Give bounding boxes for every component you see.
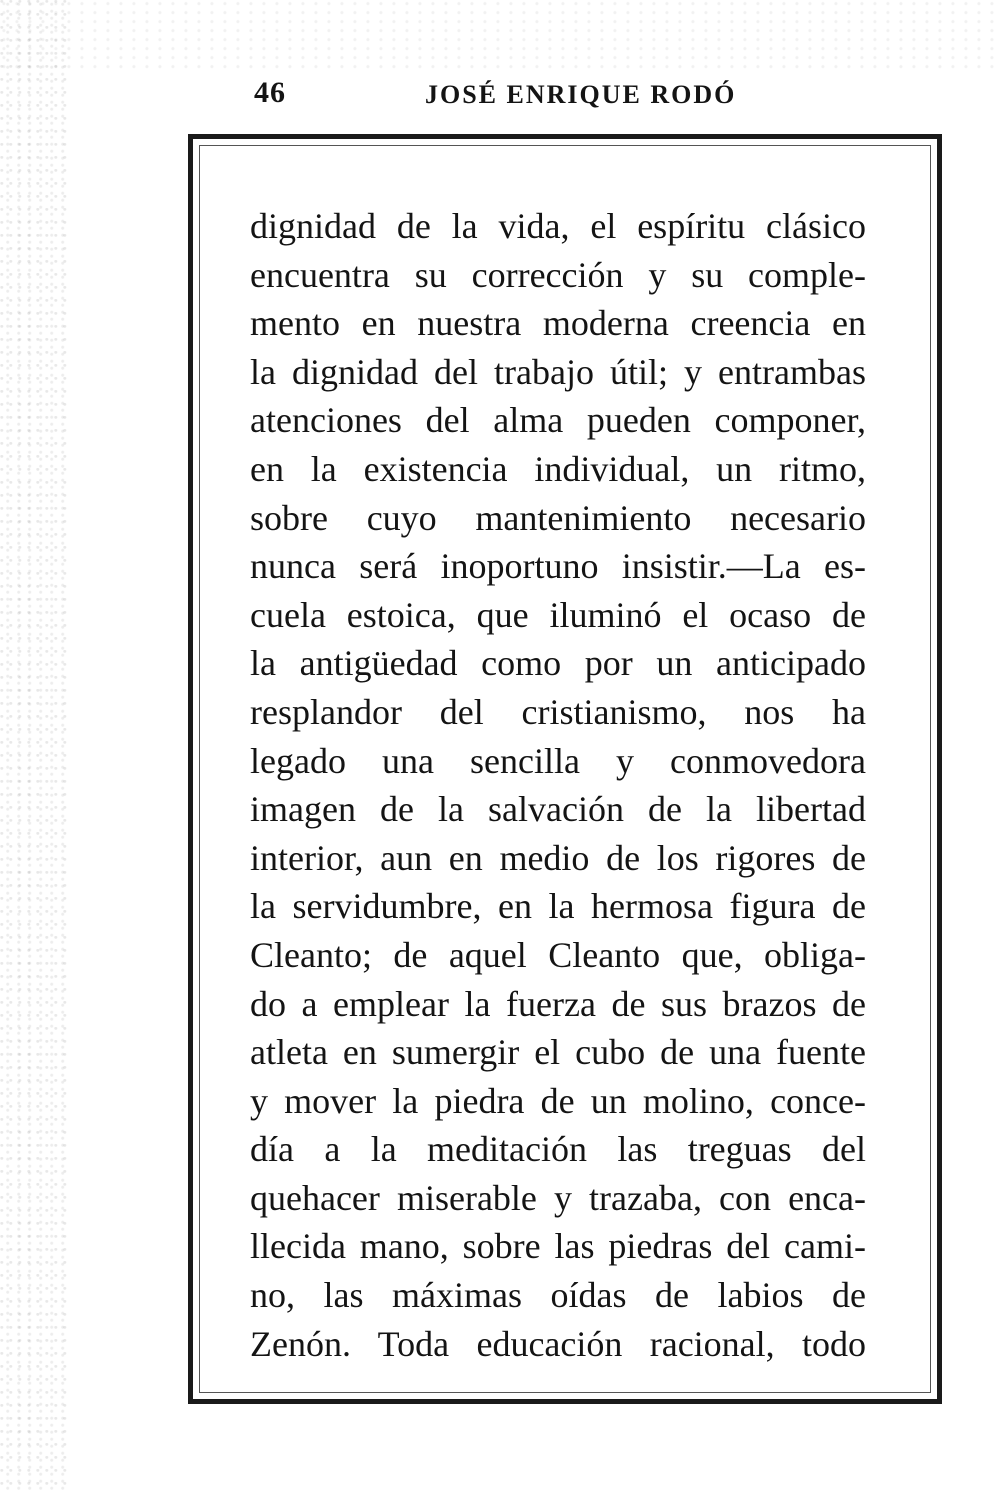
text-line: sobre cuyo mantenimiento necesario xyxy=(250,497,866,538)
scan-margin-noise xyxy=(0,0,70,1492)
text-line: día a la meditación las treguas del xyxy=(250,1129,866,1170)
text-line: en la existencia individual, un ritmo, xyxy=(250,448,866,489)
text-line: resplandor del cristianismo, nos ha xyxy=(250,691,866,732)
text-line: nunca será inoportuno insistir.—La es- xyxy=(250,546,866,587)
scan-top-noise xyxy=(0,0,1000,70)
text-line: Cleanto; de aquel Cleanto que, obliga- xyxy=(250,934,866,975)
text-line: la antigüedad como por un anticipado xyxy=(250,643,866,684)
text-line: imagen de la salvación de la libertad xyxy=(250,789,866,830)
page-number: 46 xyxy=(254,76,286,109)
text-line: cuela estoica, que iluminó el ocaso de xyxy=(250,594,866,635)
text-line: la dignidad del trabajo útil; y entrambas xyxy=(250,351,866,392)
text-line: encuentra su corrección y su comple- xyxy=(250,254,866,295)
text-line: atleta en sumergir el cubo de una fuente xyxy=(250,1032,866,1073)
text-line: y mover la piedra de un molino, conce- xyxy=(250,1080,866,1121)
text-line: no, las máximas oídas de labios de xyxy=(250,1275,866,1316)
text-line: llecida mano, sobre las piedras del cami- xyxy=(250,1226,866,1267)
body-text xyxy=(250,202,866,1368)
text-line: atenciones del alma pueden componer, xyxy=(250,400,866,441)
text-line: la servidumbre, en la hermosa figura de xyxy=(250,886,866,927)
text-line: mento en nuestra moderna creencia en xyxy=(250,303,866,344)
text-line: legado una sencilla y conmovedora xyxy=(250,740,866,781)
text-line: dignidad de la vida, el espíritu clásico xyxy=(250,206,866,246)
text-line: Zenón. Toda educación racional, todo xyxy=(250,1323,866,1364)
text-line: quehacer miserable y trazaba, con enca- xyxy=(250,1177,866,1218)
page-header xyxy=(0,76,1000,116)
text-line: do a emplear la fuerza de sus brazos de xyxy=(250,983,866,1024)
text-line: interior, aun en medio de los rigores de xyxy=(250,837,866,878)
running-head: JOSÉ ENRIQUE RODÓ xyxy=(425,80,737,109)
